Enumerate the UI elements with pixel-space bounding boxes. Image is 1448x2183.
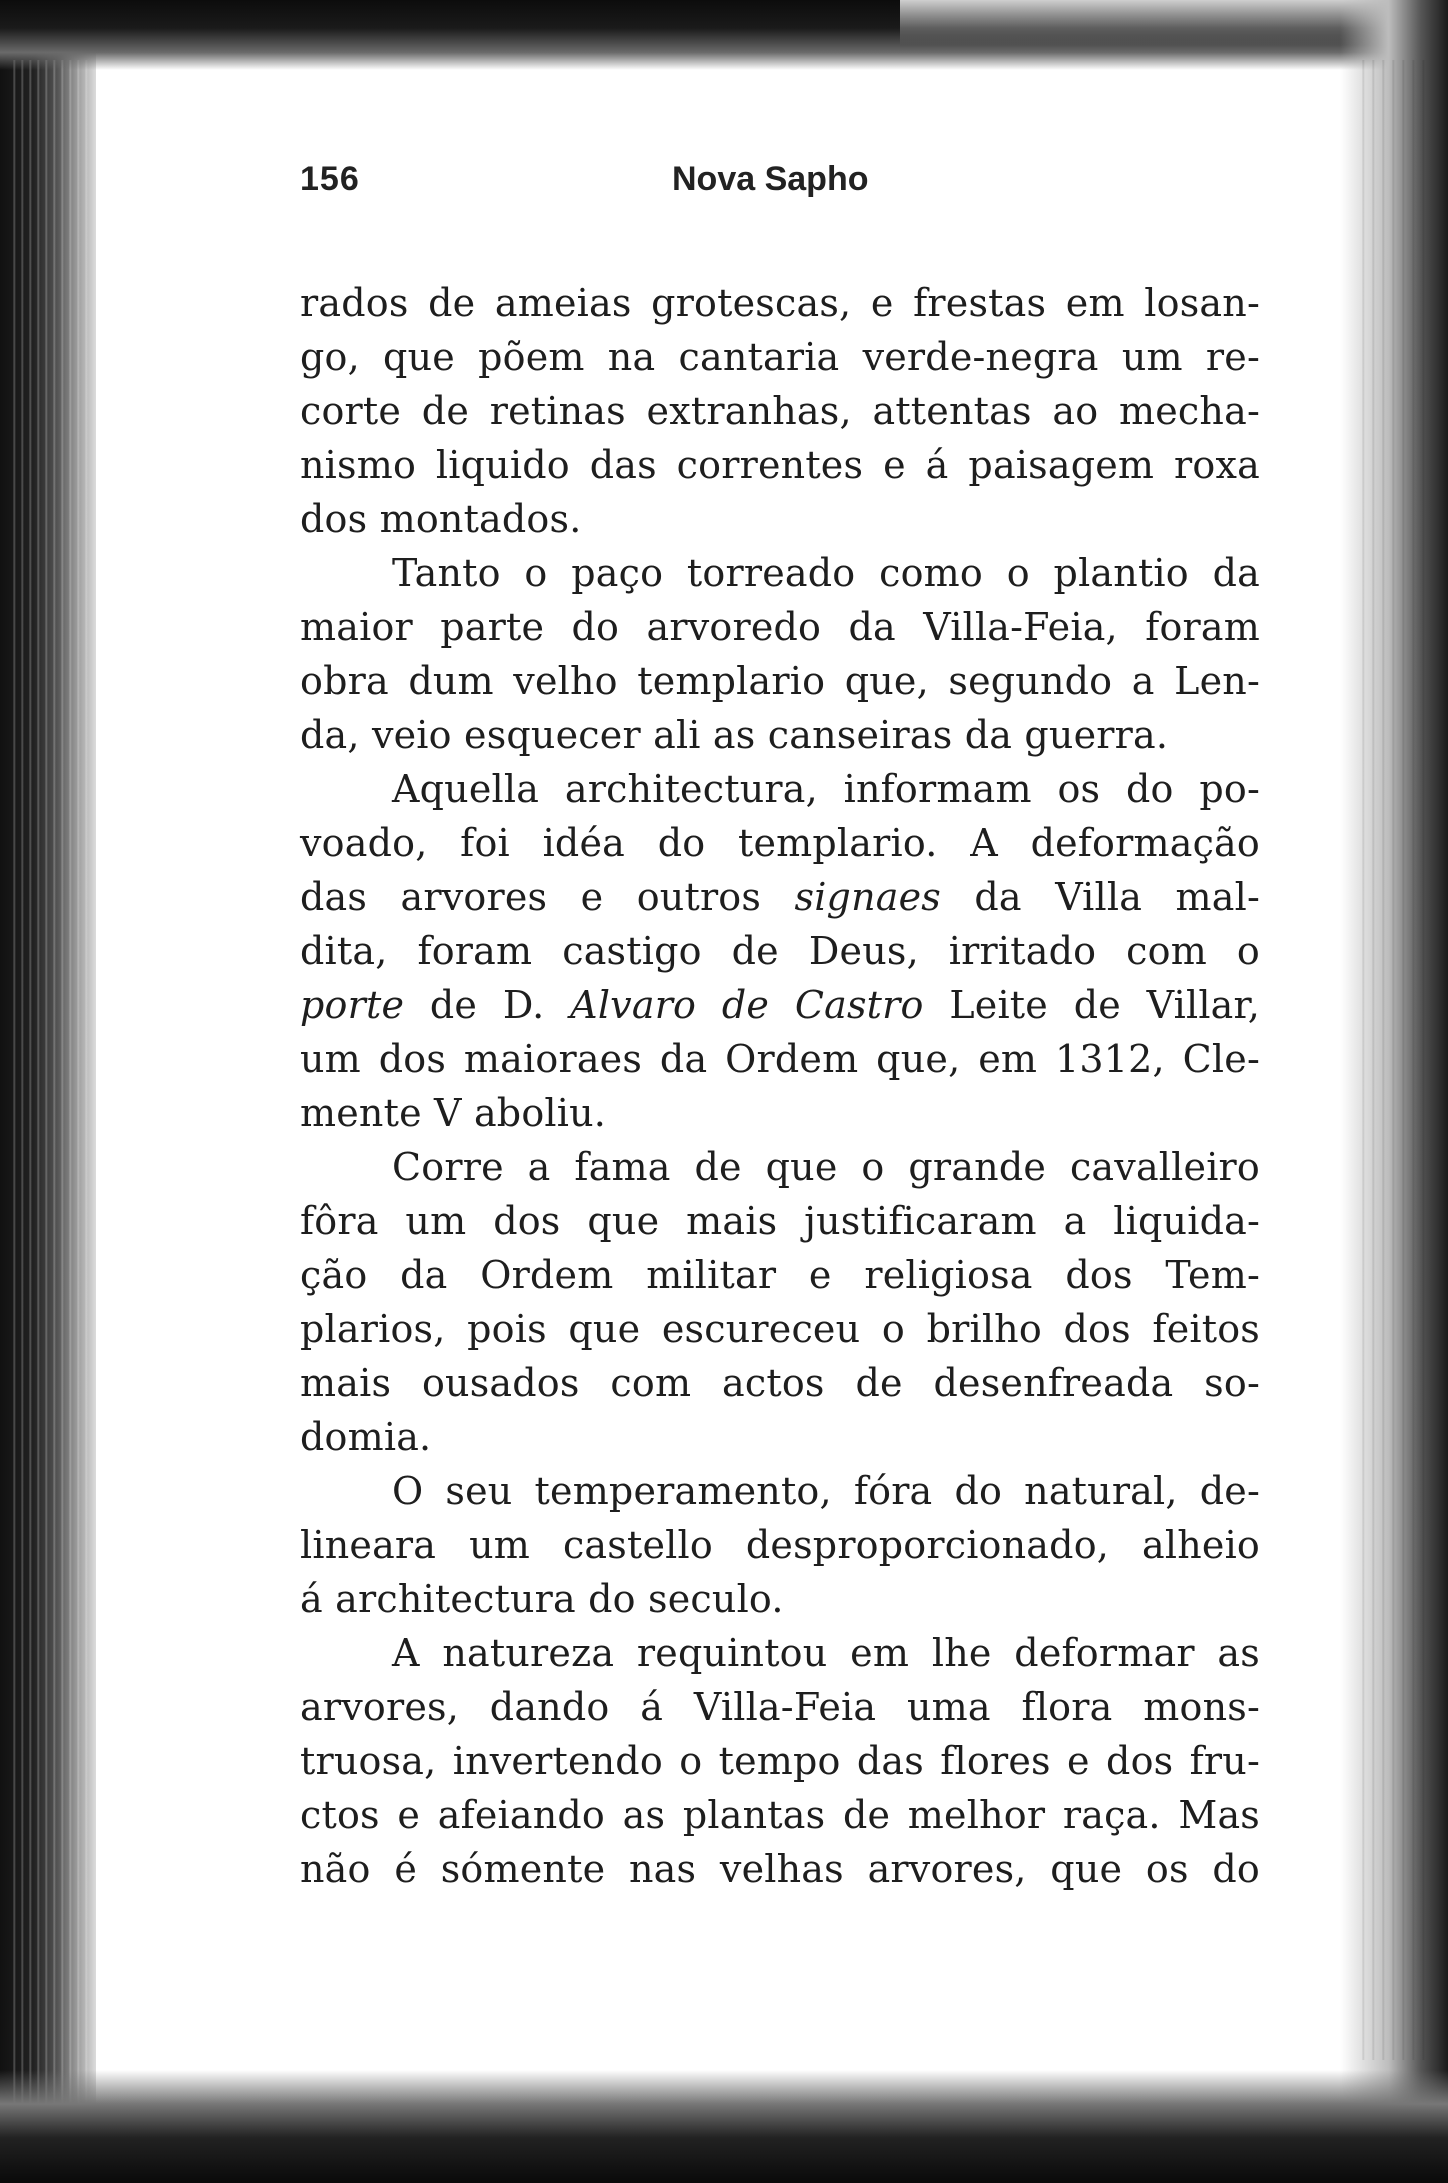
text-line: Corre a fama de que o grande cavalleiro [392, 1145, 1260, 1189]
text-line: maior parte do arvoredo da Villa-Feia, foram [300, 605, 1260, 649]
binding-stripes [8, 60, 88, 2120]
italic-segment: Alvaro de Castro [570, 983, 924, 1027]
text-segment: Leite de Villar, [923, 983, 1260, 1027]
text-line: truosa, invertendo o tempo das flores e dos fru- [300, 1739, 1260, 1783]
text-segment: das arvores e outros [300, 875, 795, 919]
text-line: obra dum velho templario que, segundo a Len- [300, 659, 1260, 703]
text-line-mixed [300, 870, 1260, 924]
right-edge-stripes [1355, 60, 1425, 2060]
text-line: mais ousados com actos de desenfreada so- [300, 1361, 1260, 1405]
italic-segment: porte [300, 983, 405, 1027]
bottom-edge-shadow [0, 2070, 1448, 2183]
text-line: lineara um castello desproporcionado, alheio [300, 1523, 1260, 1567]
text-line: ctos e afeiando as plantas de melhor raça. Mas [300, 1793, 1260, 1837]
text-line: Aquella architectura, informam os do po- [392, 767, 1260, 811]
text-line: ção da Ordem militar e religiosa dos Tem- [300, 1253, 1260, 1297]
text-line: não é sómente nas velhas arvores, que os do [300, 1847, 1260, 1891]
body-text [300, 276, 1260, 1896]
text-line: dita, foram castigo de Deus, irritado com o [300, 929, 1260, 973]
running-title: Nova Sapho [672, 160, 869, 198]
text-segment: de D. [404, 983, 571, 1027]
text-line: Tanto o paço torreado como o plantio da [392, 551, 1260, 595]
text-line: dos montados. [300, 497, 582, 541]
text-line: A natureza requintou em lhe deformar as [392, 1631, 1260, 1675]
text-segment: da Villa mal- [941, 875, 1260, 919]
text-line: domia. [300, 1415, 432, 1459]
text-line: go, que põem na cantaria verde-negra um re- [300, 335, 1260, 379]
page-header [300, 160, 1300, 206]
text-line: arvores, dando á Villa-Feia uma flora mons- [300, 1685, 1260, 1729]
text-line: um dos maioraes da Ordem que, em 1312, Cle- [300, 1037, 1260, 1081]
text-line: á architectura do seculo. [300, 1577, 784, 1621]
text-line: rados de ameias grotescas, e frestas em losan- [300, 281, 1260, 325]
italic-segment: signaes [794, 875, 941, 919]
text-line: corte de retinas extranhas, attentas ao mecha- [300, 389, 1260, 433]
text-line: plarios, pois que escureceu o brilho dos feitos [300, 1307, 1260, 1351]
text-line: fôra um dos que mais justificaram a liquida- [300, 1199, 1260, 1243]
text-line: voado, foi idéa do templario. A deformação [300, 821, 1260, 865]
text-line: O seu temperamento, fóra do natural, de- [392, 1469, 1260, 1513]
text-line: mente V aboliu. [300, 1091, 607, 1135]
text-line: nismo liquido das correntes e á paisagem roxa [300, 443, 1260, 487]
text-line-mixed [300, 978, 1260, 1032]
page-number: 156 [300, 160, 360, 198]
text-line: da, veio esquecer ali as canseiras da guerra. [300, 713, 1169, 757]
